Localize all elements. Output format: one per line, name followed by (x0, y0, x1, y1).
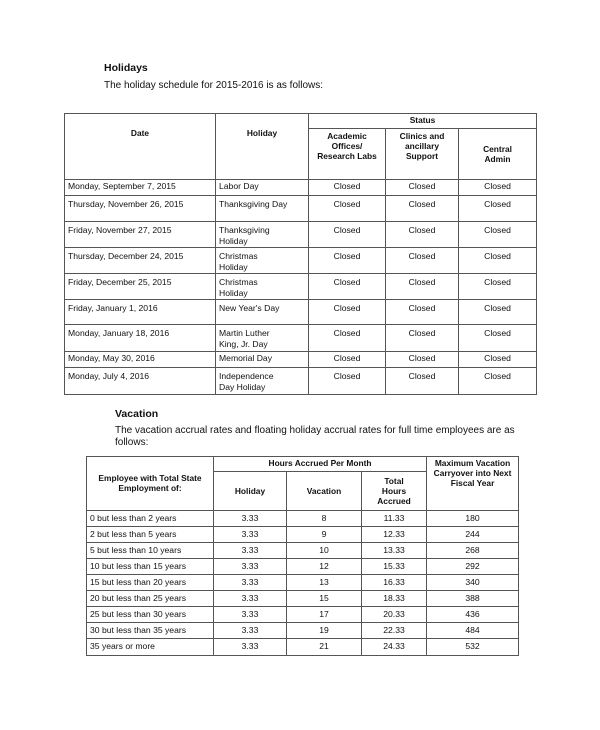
clinics-status-cell: Closed (386, 180, 459, 196)
date-cell: Monday, January 18, 2016 (65, 325, 216, 352)
total-hours-column-header: Total Hours Accrued (362, 472, 427, 511)
academic-status-cell: Closed (309, 180, 386, 196)
table-row (65, 196, 537, 222)
clinics-status-cell: Closed (386, 300, 459, 325)
clinics-status-cell: Closed (386, 222, 459, 248)
holiday-cell: Independence Day Holiday (216, 368, 309, 395)
table-row (87, 591, 519, 607)
clinics-status-cell: Closed (386, 248, 459, 274)
holiday-hours-cell: 3.33 (214, 527, 287, 543)
holidays-intro: The holiday schedule for 2015-2016 is as follows: (104, 80, 324, 91)
holiday-cell: Thanksgiving Day (216, 196, 309, 222)
central-status-cell: Closed (459, 368, 537, 395)
table-row (87, 623, 519, 639)
vacation-table (86, 456, 519, 656)
vacation-hours-cell: 17 (287, 607, 362, 623)
total-hours-cell: 16.33 (362, 575, 427, 591)
total-hours-cell: 22.33 (362, 623, 427, 639)
table-row (87, 607, 519, 623)
vacation-hours-cell: 19 (287, 623, 362, 639)
academic-status-cell: Closed (309, 222, 386, 248)
academic-status-cell: Closed (309, 274, 386, 300)
holiday-hours-cell: 3.33 (214, 591, 287, 607)
date-cell: Friday, December 25, 2015 (65, 274, 216, 300)
table-row (65, 180, 537, 196)
clinics-column-header: Clinics and ancillary Support (386, 129, 459, 180)
date-cell: Friday, November 27, 2015 (65, 222, 216, 248)
table-row (65, 352, 537, 368)
table-row (65, 300, 537, 325)
academic-status-cell: Closed (309, 196, 386, 222)
holiday-cell: Christmas Holiday (216, 248, 309, 274)
table-row (65, 222, 537, 248)
academic-status-cell: Closed (309, 368, 386, 395)
max-carryover-cell: 292 (427, 559, 519, 575)
employment-range-cell: 2 but less than 5 years (87, 527, 214, 543)
total-hours-cell: 20.33 (362, 607, 427, 623)
holiday-hours-cell: 3.33 (214, 543, 287, 559)
total-hours-cell: 13.33 (362, 543, 427, 559)
date-cell: Thursday, November 26, 2015 (65, 196, 216, 222)
holiday-hours-column-header: Holiday (214, 472, 287, 511)
vacation-hours-column-header: Vacation (287, 472, 362, 511)
employment-range-cell: 25 but less than 30 years (87, 607, 214, 623)
max-carryover-cell: 244 (427, 527, 519, 543)
table-row (87, 559, 519, 575)
employment-range-cell: 30 but less than 35 years (87, 623, 214, 639)
clinics-status-cell: Closed (386, 325, 459, 352)
table-row (65, 274, 537, 300)
date-cell: Friday, January 1, 2016 (65, 300, 216, 325)
holiday-table (64, 113, 537, 395)
holiday-hours-cell: 3.33 (214, 511, 287, 527)
academic-status-cell: Closed (309, 248, 386, 274)
central-status-cell: Closed (459, 352, 537, 368)
employment-range-cell: 10 but less than 15 years (87, 559, 214, 575)
central-status-cell: Closed (459, 196, 537, 222)
table-row (65, 325, 537, 352)
central-column-header: Central Admin (459, 129, 537, 180)
vacation-hours-cell: 10 (287, 543, 362, 559)
employment-range-cell: 0 but less than 2 years (87, 511, 214, 527)
max-carryover-column-header: Maximum Vacation Carryover into Next Fiscal Year (427, 457, 519, 511)
max-carryover-cell: 532 (427, 639, 519, 656)
central-status-cell: Closed (459, 248, 537, 274)
total-hours-cell: 11.33 (362, 511, 427, 527)
max-carryover-cell: 268 (427, 543, 519, 559)
holiday-hours-cell: 3.33 (214, 623, 287, 639)
employment-range-cell: 15 but less than 20 years (87, 575, 214, 591)
central-status-cell: Closed (459, 300, 537, 325)
holiday-cell: Labor Day (216, 180, 309, 196)
date-cell: Thursday, December 24, 2015 (65, 248, 216, 274)
table-row (65, 248, 537, 274)
vacation-hours-cell: 9 (287, 527, 362, 543)
table-row (87, 511, 519, 527)
max-carryover-cell: 180 (427, 511, 519, 527)
total-hours-cell: 24.33 (362, 639, 427, 656)
holiday-hours-cell: 3.33 (214, 639, 287, 656)
holiday-cell: Memorial Day (216, 352, 309, 368)
vacation-heading: Vacation (115, 408, 159, 420)
academic-status-cell: Closed (309, 300, 386, 325)
vacation-hours-cell: 21 (287, 639, 362, 656)
employee-column-header: Employee with Total State Employment of: (87, 457, 214, 511)
central-status-cell: Closed (459, 325, 537, 352)
holiday-hours-cell: 3.33 (214, 607, 287, 623)
holiday-cell: Martin Luther King, Jr. Day (216, 325, 309, 352)
total-hours-cell: 15.33 (362, 559, 427, 575)
total-hours-cell: 18.33 (362, 591, 427, 607)
employment-range-cell: 5 but less than 10 years (87, 543, 214, 559)
date-cell: Monday, May 30, 2016 (65, 352, 216, 368)
hours-group-header: Hours Accrued Per Month (214, 457, 427, 472)
date-cell: Monday, September 7, 2015 (65, 180, 216, 196)
max-carryover-cell: 340 (427, 575, 519, 591)
max-carryover-cell: 388 (427, 591, 519, 607)
holiday-cell: Christmas Holiday (216, 274, 309, 300)
academic-status-cell: Closed (309, 352, 386, 368)
vacation-intro: The vacation accrual rates and floating holiday accrual rates for full time employees are as follows: (115, 425, 515, 448)
holiday-cell: Thanksgiving Holiday (216, 222, 309, 248)
clinics-status-cell: Closed (386, 196, 459, 222)
vacation-hours-cell: 8 (287, 511, 362, 527)
table-row (87, 639, 519, 656)
table-row (87, 543, 519, 559)
holiday-hours-cell: 3.33 (214, 575, 287, 591)
employment-range-cell: 20 but less than 25 years (87, 591, 214, 607)
clinics-status-cell: Closed (386, 274, 459, 300)
max-carryover-cell: 436 (427, 607, 519, 623)
table-row (65, 368, 537, 395)
date-column-header: Date (65, 114, 216, 180)
vacation-hours-cell: 12 (287, 559, 362, 575)
max-carryover-cell: 484 (427, 623, 519, 639)
employment-range-cell: 35 years or more (87, 639, 214, 656)
clinics-status-cell: Closed (386, 352, 459, 368)
central-status-cell: Closed (459, 180, 537, 196)
table-row (87, 527, 519, 543)
table-row (87, 575, 519, 591)
academic-column-header: Academic Offices/ Research Labs (309, 129, 386, 180)
clinics-status-cell: Closed (386, 368, 459, 395)
date-cell: Monday, July 4, 2016 (65, 368, 216, 395)
total-hours-cell: 12.33 (362, 527, 427, 543)
vacation-hours-cell: 15 (287, 591, 362, 607)
vacation-hours-cell: 13 (287, 575, 362, 591)
central-status-cell: Closed (459, 274, 537, 300)
holiday-hours-cell: 3.33 (214, 559, 287, 575)
holiday-column-header: Holiday (216, 114, 309, 180)
holiday-cell: New Year's Day (216, 300, 309, 325)
status-group-header: Status (309, 114, 537, 129)
central-status-cell: Closed (459, 222, 537, 248)
holidays-heading: Holidays (104, 62, 148, 74)
academic-status-cell: Closed (309, 325, 386, 352)
